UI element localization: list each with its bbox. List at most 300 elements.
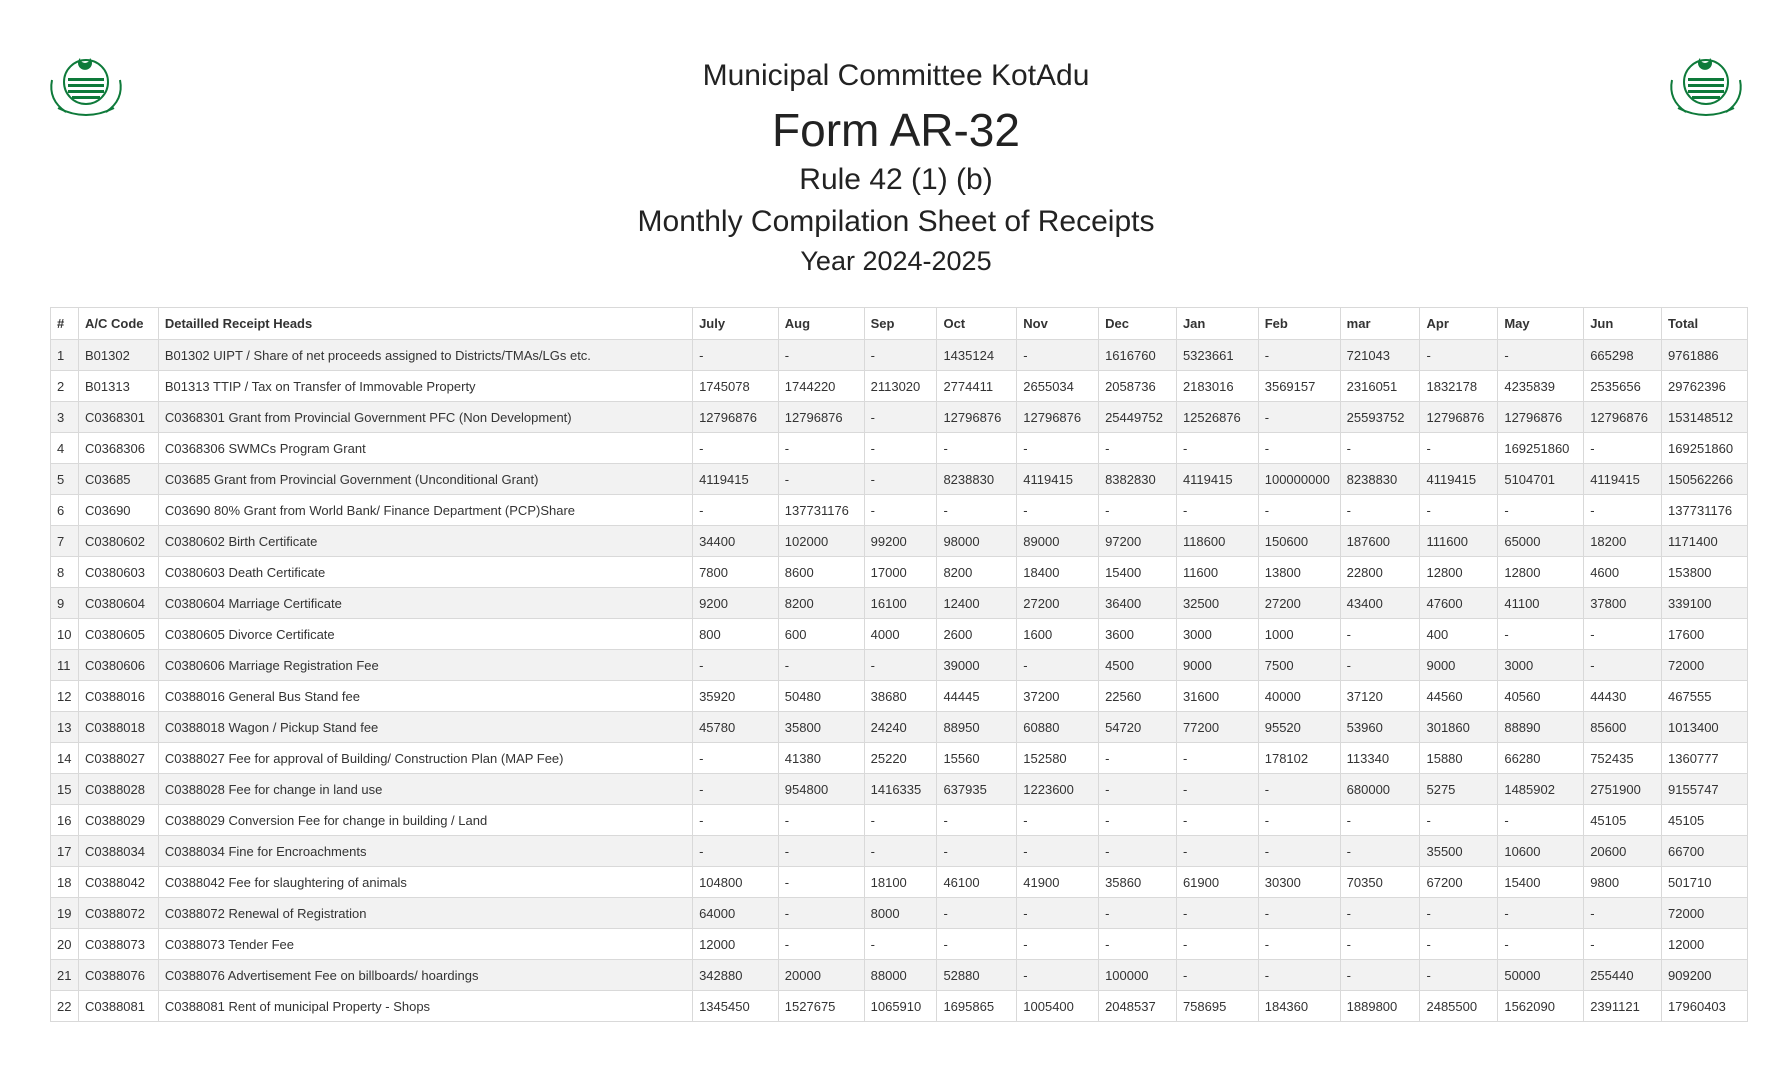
- table-cell: 12796876: [937, 402, 1017, 433]
- table-cell: -: [1017, 960, 1099, 991]
- table-cell: -: [1176, 774, 1258, 805]
- table-cell: 8382830: [1099, 464, 1177, 495]
- table-cell: 7500: [1258, 650, 1340, 681]
- table-cell: -: [1584, 898, 1662, 929]
- table-cell: 50000: [1498, 960, 1584, 991]
- table-cell: -: [864, 495, 937, 526]
- table-cell: B01313 TTIP / Tax on Transfer of Immovable Property: [158, 371, 692, 402]
- table-cell: -: [778, 867, 864, 898]
- table-cell: 12800: [1420, 557, 1498, 588]
- table-cell: -: [1420, 898, 1498, 929]
- table-cell: 41100: [1498, 588, 1584, 619]
- table-cell: 8: [51, 557, 79, 588]
- table-cell: 12: [51, 681, 79, 712]
- table-cell: C0388028: [78, 774, 158, 805]
- sheet-title: Monthly Compilation Sheet of Receipts: [637, 205, 1155, 238]
- table-cell: 60880: [1017, 712, 1099, 743]
- table-cell: 27200: [1017, 588, 1099, 619]
- column-header: Jan: [1176, 308, 1258, 340]
- table-cell: -: [864, 929, 937, 960]
- table-cell: -: [1258, 495, 1340, 526]
- table-cell: 2774411: [937, 371, 1017, 402]
- table-cell: -: [693, 433, 779, 464]
- table-cell: 2751900: [1584, 774, 1662, 805]
- table-row: [51, 588, 1748, 619]
- table-cell: -: [1340, 929, 1420, 960]
- table-cell: -: [1176, 898, 1258, 929]
- table-cell: 12400: [937, 588, 1017, 619]
- table-cell: -: [1584, 929, 1662, 960]
- table-cell: -: [1258, 805, 1340, 836]
- table-cell: 12796876: [1498, 402, 1584, 433]
- table-cell: C03685 Grant from Provincial Government (Unconditional Grant): [158, 464, 692, 495]
- table-cell: 758695: [1176, 991, 1258, 1022]
- table-cell: 1345450: [693, 991, 779, 1022]
- table-cell: 1360777: [1662, 743, 1748, 774]
- table-cell: -: [778, 836, 864, 867]
- table-cell: C0388018: [78, 712, 158, 743]
- table-row: [51, 433, 1748, 464]
- table-cell: 11600: [1176, 557, 1258, 588]
- table-cell: 4235839: [1498, 371, 1584, 402]
- table-cell: 52880: [937, 960, 1017, 991]
- table-cell: -: [1340, 433, 1420, 464]
- table-cell: 2535656: [1584, 371, 1662, 402]
- table-cell: -: [1176, 836, 1258, 867]
- table-cell: 4000: [864, 619, 937, 650]
- table-row: [51, 929, 1748, 960]
- table-cell: -: [864, 340, 937, 371]
- table-cell: 85600: [1584, 712, 1662, 743]
- table-cell: -: [1099, 836, 1177, 867]
- table-cell: 9800: [1584, 867, 1662, 898]
- table-cell: 9: [51, 588, 79, 619]
- table-cell: C0388027: [78, 743, 158, 774]
- table-cell: 5323661: [1176, 340, 1258, 371]
- table-cell: 342880: [693, 960, 779, 991]
- table-cell: -: [1340, 650, 1420, 681]
- table-cell: 9155747: [1662, 774, 1748, 805]
- table-cell: 13: [51, 712, 79, 743]
- table-cell: 2316051: [1340, 371, 1420, 402]
- table-cell: -: [1099, 433, 1177, 464]
- table-cell: 31600: [1176, 681, 1258, 712]
- table-cell: 5: [51, 464, 79, 495]
- table-cell: -: [1498, 898, 1584, 929]
- table-cell: 600: [778, 619, 864, 650]
- table-header-row: [51, 308, 1748, 340]
- table-cell: 137731176: [1662, 495, 1748, 526]
- table-cell: C0380603: [78, 557, 158, 588]
- table-cell: 4119415: [693, 464, 779, 495]
- table-cell: -: [937, 805, 1017, 836]
- table-cell: C0380605 Divorce Certificate: [158, 619, 692, 650]
- table-cell: 41380: [778, 743, 864, 774]
- table-cell: 8238830: [1340, 464, 1420, 495]
- table-cell: 4119415: [1584, 464, 1662, 495]
- table-cell: -: [778, 805, 864, 836]
- table-cell: 12796876: [1420, 402, 1498, 433]
- table-cell: -: [1176, 929, 1258, 960]
- table-cell: -: [1498, 929, 1584, 960]
- table-cell: -: [693, 774, 779, 805]
- table-cell: -: [778, 929, 864, 960]
- table-cell: 37800: [1584, 588, 1662, 619]
- column-header: Detailled Receipt Heads: [158, 308, 692, 340]
- table-cell: 70350: [1340, 867, 1420, 898]
- table-cell: 27200: [1258, 588, 1340, 619]
- table-row: [51, 805, 1748, 836]
- table-row: [51, 650, 1748, 681]
- table-cell: C0380606 Marriage Registration Fee: [158, 650, 692, 681]
- table-row: [51, 712, 1748, 743]
- table-cell: -: [1017, 433, 1099, 464]
- table-cell: 45105: [1584, 805, 1662, 836]
- column-header: Feb: [1258, 308, 1340, 340]
- table-cell: -: [693, 805, 779, 836]
- table-cell: 12796876: [1584, 402, 1662, 433]
- table-cell: 1562090: [1498, 991, 1584, 1022]
- table-cell: 10600: [1498, 836, 1584, 867]
- table-cell: C0380604 Marriage Certificate: [158, 588, 692, 619]
- table-cell: 1527675: [778, 991, 864, 1022]
- column-header: Sep: [864, 308, 937, 340]
- table-cell: 46100: [937, 867, 1017, 898]
- table-cell: 1832178: [1420, 371, 1498, 402]
- table-cell: 19: [51, 898, 79, 929]
- table-cell: C0380603 Death Certificate: [158, 557, 692, 588]
- table-cell: C03685: [78, 464, 158, 495]
- table-cell: 1695865: [937, 991, 1017, 1022]
- table-cell: 150600: [1258, 526, 1340, 557]
- fiscal-year: Year 2024-2025: [800, 246, 992, 276]
- table-cell: -: [1420, 433, 1498, 464]
- table-cell: -: [1176, 495, 1258, 526]
- table-cell: -: [1584, 433, 1662, 464]
- table-cell: 12526876: [1176, 402, 1258, 433]
- table-cell: 10: [51, 619, 79, 650]
- table-row: [51, 743, 1748, 774]
- table-cell: -: [937, 836, 1017, 867]
- table-cell: B01313: [78, 371, 158, 402]
- table-cell: -: [693, 495, 779, 526]
- table-cell: -: [778, 898, 864, 929]
- table-cell: 102000: [778, 526, 864, 557]
- table-cell: C0388073: [78, 929, 158, 960]
- table-cell: 15560: [937, 743, 1017, 774]
- table-cell: 66280: [1498, 743, 1584, 774]
- table-cell: 637935: [937, 774, 1017, 805]
- form-title: Form AR-32: [772, 104, 1020, 156]
- table-cell: 38680: [864, 681, 937, 712]
- table-cell: -: [1258, 340, 1340, 371]
- table-cell: 72000: [1662, 898, 1748, 929]
- table-cell: 12000: [693, 929, 779, 960]
- table-cell: 99200: [864, 526, 937, 557]
- table-cell: -: [693, 340, 779, 371]
- column-header: May: [1498, 308, 1584, 340]
- table-cell: 40000: [1258, 681, 1340, 712]
- table-cell: C0380602: [78, 526, 158, 557]
- table-cell: 8600: [778, 557, 864, 588]
- table-cell: -: [1420, 960, 1498, 991]
- table-cell: -: [1017, 805, 1099, 836]
- column-header: #: [51, 308, 79, 340]
- table-cell: -: [1017, 340, 1099, 371]
- table-cell: 7: [51, 526, 79, 557]
- table-cell: 22: [51, 991, 79, 1022]
- table-cell: 255440: [1584, 960, 1662, 991]
- table-cell: 15400: [1498, 867, 1584, 898]
- table-cell: -: [1498, 495, 1584, 526]
- table-cell: -: [1498, 619, 1584, 650]
- table-cell: -: [778, 433, 864, 464]
- table-cell: 16: [51, 805, 79, 836]
- table-cell: -: [864, 433, 937, 464]
- table-cell: 44430: [1584, 681, 1662, 712]
- table-cell: C0388029 Conversion Fee for change in building / Land: [158, 805, 692, 836]
- table-cell: 32500: [1176, 588, 1258, 619]
- table-cell: -: [1017, 495, 1099, 526]
- table-row: [51, 526, 1748, 557]
- table-cell: -: [1099, 774, 1177, 805]
- table-cell: 100000000: [1258, 464, 1340, 495]
- table-cell: 4119415: [1017, 464, 1099, 495]
- table-cell: C0380606: [78, 650, 158, 681]
- municipality-name: Municipal Committee KotAdu: [702, 59, 1090, 92]
- table-cell: 65000: [1498, 526, 1584, 557]
- table-cell: -: [1017, 898, 1099, 929]
- table-cell: 8238830: [937, 464, 1017, 495]
- table-cell: 169251860: [1498, 433, 1584, 464]
- table-row: [51, 836, 1748, 867]
- table-cell: 4600: [1584, 557, 1662, 588]
- table-cell: -: [1176, 805, 1258, 836]
- table-cell: -: [1584, 650, 1662, 681]
- table-cell: -: [1017, 836, 1099, 867]
- table-row: [51, 371, 1748, 402]
- table-cell: C0388076: [78, 960, 158, 991]
- table-row: [51, 774, 1748, 805]
- table-cell: -: [1258, 433, 1340, 464]
- table-cell: -: [864, 402, 937, 433]
- table-cell: 50480: [778, 681, 864, 712]
- table-cell: 25449752: [1099, 402, 1177, 433]
- table-cell: -: [1498, 340, 1584, 371]
- table-cell: -: [693, 743, 779, 774]
- table-cell: C0388042 Fee for slaughtering of animals: [158, 867, 692, 898]
- table-cell: 36400: [1099, 588, 1177, 619]
- table-cell: -: [1176, 960, 1258, 991]
- table-cell: 5104701: [1498, 464, 1584, 495]
- table-cell: 8200: [778, 588, 864, 619]
- table-cell: 21: [51, 960, 79, 991]
- table-cell: -: [1584, 495, 1662, 526]
- table-cell: 24240: [864, 712, 937, 743]
- column-header: Dec: [1099, 308, 1177, 340]
- table-cell: 1616760: [1099, 340, 1177, 371]
- table-cell: 17: [51, 836, 79, 867]
- table-cell: 2058736: [1099, 371, 1177, 402]
- table-cell: 20600: [1584, 836, 1662, 867]
- table-row: [51, 867, 1748, 898]
- table-cell: 13800: [1258, 557, 1340, 588]
- table-cell: 12796876: [778, 402, 864, 433]
- table-cell: -: [1420, 495, 1498, 526]
- table-cell: 1600: [1017, 619, 1099, 650]
- table-cell: 1065910: [864, 991, 937, 1022]
- table-cell: 187600: [1340, 526, 1420, 557]
- table-cell: 15880: [1420, 743, 1498, 774]
- table-cell: 909200: [1662, 960, 1748, 991]
- table-cell: 43400: [1340, 588, 1420, 619]
- table-cell: 4500: [1099, 650, 1177, 681]
- table-cell: 467555: [1662, 681, 1748, 712]
- table-cell: 721043: [1340, 340, 1420, 371]
- column-header: Jun: [1584, 308, 1662, 340]
- table-cell: 77200: [1176, 712, 1258, 743]
- column-header: Apr: [1420, 308, 1498, 340]
- table-row: [51, 402, 1748, 433]
- table-cell: 680000: [1340, 774, 1420, 805]
- table-cell: -: [1258, 960, 1340, 991]
- table-cell: 88000: [864, 960, 937, 991]
- table-cell: C03690: [78, 495, 158, 526]
- table-cell: 54720: [1099, 712, 1177, 743]
- table-cell: 3569157: [1258, 371, 1340, 402]
- table-cell: 4119415: [1176, 464, 1258, 495]
- table-cell: -: [1498, 805, 1584, 836]
- table-row: [51, 681, 1748, 712]
- table-cell: 169251860: [1662, 433, 1748, 464]
- table-cell: 3: [51, 402, 79, 433]
- column-header: Aug: [778, 308, 864, 340]
- table-cell: -: [864, 464, 937, 495]
- table-cell: -: [1258, 929, 1340, 960]
- table-cell: -: [1340, 836, 1420, 867]
- table-cell: -: [937, 898, 1017, 929]
- table-cell: 22560: [1099, 681, 1177, 712]
- table-cell: 113340: [1340, 743, 1420, 774]
- table-cell: 9000: [1176, 650, 1258, 681]
- table-cell: 12796876: [1017, 402, 1099, 433]
- table-cell: 41900: [1017, 867, 1099, 898]
- table-cell: 14: [51, 743, 79, 774]
- table-cell: C0388042: [78, 867, 158, 898]
- table-cell: C0388027 Fee for approval of Building/ Construction Plan (MAP Fee): [158, 743, 692, 774]
- table-cell: -: [1099, 898, 1177, 929]
- table-cell: C0388018 Wagon / Pickup Stand fee: [158, 712, 692, 743]
- table-cell: 98000: [937, 526, 1017, 557]
- table-cell: -: [1258, 402, 1340, 433]
- table-cell: -: [1584, 619, 1662, 650]
- table-cell: 12800: [1498, 557, 1584, 588]
- table-cell: 35500: [1420, 836, 1498, 867]
- table-cell: 1000: [1258, 619, 1340, 650]
- table-cell: 37200: [1017, 681, 1099, 712]
- table-cell: C0388034 Fine for Encroachments: [158, 836, 692, 867]
- report-header: [0, 56, 1792, 278]
- table-cell: 118600: [1176, 526, 1258, 557]
- table-cell: -: [937, 433, 1017, 464]
- column-header: mar: [1340, 308, 1420, 340]
- table-cell: 18200: [1584, 526, 1662, 557]
- table-cell: -: [1340, 619, 1420, 650]
- table-cell: 30300: [1258, 867, 1340, 898]
- table-cell: -: [693, 650, 779, 681]
- table-cell: 88890: [1498, 712, 1584, 743]
- table-row: [51, 495, 1748, 526]
- receipts-table: [50, 307, 1748, 1022]
- table-cell: 2391121: [1584, 991, 1662, 1022]
- table-cell: C0380602 Birth Certificate: [158, 526, 692, 557]
- table-cell: 3000: [1176, 619, 1258, 650]
- table-cell: 18400: [1017, 557, 1099, 588]
- table-cell: -: [1099, 929, 1177, 960]
- table-cell: 8200: [937, 557, 1017, 588]
- table-cell: -: [1176, 743, 1258, 774]
- table-cell: 137731176: [778, 495, 864, 526]
- table-cell: 44445: [937, 681, 1017, 712]
- table-cell: -: [864, 836, 937, 867]
- table-row: [51, 340, 1748, 371]
- table-cell: -: [1340, 898, 1420, 929]
- table-cell: 1485902: [1498, 774, 1584, 805]
- table-cell: B01302: [78, 340, 158, 371]
- table-cell: 153148512: [1662, 402, 1748, 433]
- table-cell: -: [937, 495, 1017, 526]
- table-cell: C0388029: [78, 805, 158, 836]
- table-cell: -: [864, 805, 937, 836]
- table-cell: 400: [1420, 619, 1498, 650]
- table-cell: 2655034: [1017, 371, 1099, 402]
- table-cell: -: [1176, 433, 1258, 464]
- table-cell: 1013400: [1662, 712, 1748, 743]
- table-cell: 1889800: [1340, 991, 1420, 1022]
- table-cell: 72000: [1662, 650, 1748, 681]
- table-cell: C0388081 Rent of municipal Property - Shops: [158, 991, 692, 1022]
- table-cell: 2183016: [1176, 371, 1258, 402]
- table-cell: 45780: [693, 712, 779, 743]
- table-cell: 1171400: [1662, 526, 1748, 557]
- table-cell: 153800: [1662, 557, 1748, 588]
- column-header: July: [693, 308, 779, 340]
- table-cell: 53960: [1340, 712, 1420, 743]
- table-cell: -: [778, 464, 864, 495]
- table-cell: -: [1099, 743, 1177, 774]
- table-cell: 1416335: [864, 774, 937, 805]
- table-cell: 20000: [778, 960, 864, 991]
- table-cell: 1005400: [1017, 991, 1099, 1022]
- table-cell: 100000: [1099, 960, 1177, 991]
- table-cell: 34400: [693, 526, 779, 557]
- table-cell: 2485500: [1420, 991, 1498, 1022]
- table-cell: 88950: [937, 712, 1017, 743]
- table-cell: C0388072 Renewal of Registration: [158, 898, 692, 929]
- table-cell: 35860: [1099, 867, 1177, 898]
- table-cell: C0388016 General Bus Stand fee: [158, 681, 692, 712]
- table-cell: 4: [51, 433, 79, 464]
- table-cell: 67200: [1420, 867, 1498, 898]
- table-cell: 89000: [1017, 526, 1099, 557]
- table-cell: 35800: [778, 712, 864, 743]
- table-cell: 5275: [1420, 774, 1498, 805]
- table-cell: 17000: [864, 557, 937, 588]
- table-cell: 64000: [693, 898, 779, 929]
- table-cell: 11: [51, 650, 79, 681]
- table-cell: 111600: [1420, 526, 1498, 557]
- table-cell: 8000: [864, 898, 937, 929]
